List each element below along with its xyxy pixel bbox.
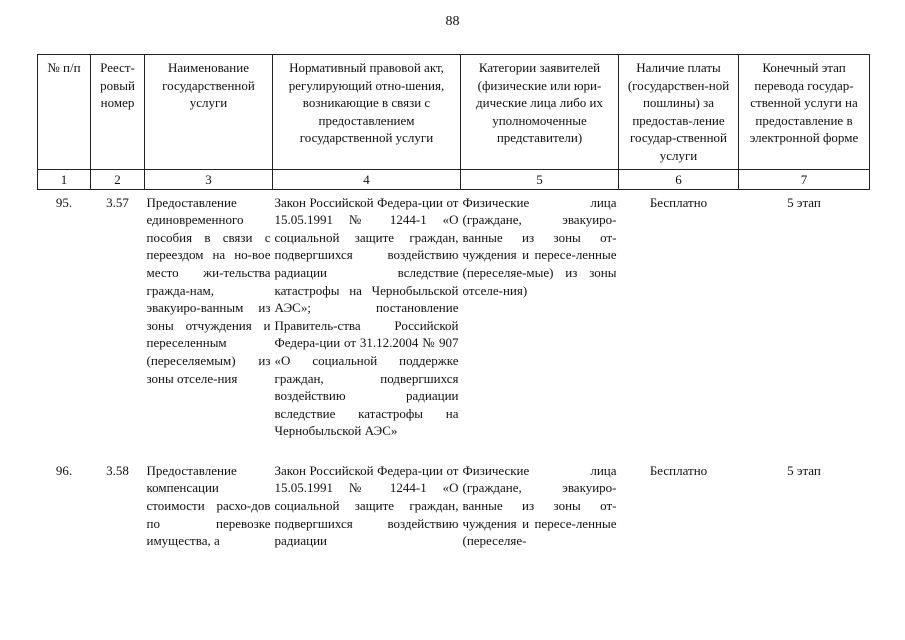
row-act: Закон Российской Федера-ции от 15.05.1991 № 1244-1 «О социальной защите граждан, подвергшихся воздействию радиации вследствие катастрофы на Чернобыльской АЭС»; постановление Правитель-ства Российской Федера-ции от 31.12.2004 № 907 «О социальной поддержке граждан, подвергшихся воздействию радиации вследствие катастрофы на Чернобыльской АЭС» (274, 194, 459, 439)
column-number: 5 (461, 169, 619, 189)
header-reg: Реест-ровый номер (91, 55, 145, 170)
column-number: 3 (145, 169, 273, 189)
row-stage: 5 этап (787, 462, 821, 478)
column-number: 4 (273, 169, 461, 189)
column-number: 1 (38, 169, 91, 189)
table-row (38, 189, 870, 442)
row-name: Предоставление единовременного пособия в связи с переездом на но-вое место жи-тельства гражда-нам, эвакуиро-ванным из зоны отчуждения и переселенным (переселяемым) из зоны отселе-ния (146, 194, 271, 386)
header-row (38, 55, 870, 170)
page-number: 88 (445, 14, 460, 29)
row-num: 95. (55, 194, 73, 210)
header-num: № п/п (38, 55, 91, 170)
row-applicants: Физические лица (граждане, эвакуиро-ванные из зоны от-чуждения и пересе-ленные (переселяе- (462, 462, 617, 549)
services-table (37, 54, 870, 552)
row-spacer (38, 442, 870, 458)
header-fee: Наличие платы (государствен-ной пошлины) за предостав-ление государ-ственной услуги (619, 55, 739, 170)
column-number: 2 (91, 169, 145, 189)
column-number: 7 (739, 169, 870, 189)
row-stage: 5 этап (787, 194, 821, 210)
row-num: 96. (55, 462, 73, 478)
row-applicants: Физические лица (граждане, эвакуиро-ванные из зоны от-чуждения и пересе-ленные (переселяе-мые) из зоны отселе-ния) (462, 194, 617, 298)
row-act: Закон Российской Федера-ции от 15.05.1991 № 1244-1 «О социальной защите граждан, подвергшихся воздействию радиации (274, 462, 459, 549)
table-row (38, 458, 870, 552)
header-stage: Конечный этап перевода государ-ственной услуги на предоставление в электронной форме (739, 55, 870, 170)
row-name: Предоставление компенсации стоимости расхо-дов по перевозке имущества, а (146, 462, 271, 549)
row-fee: Бесплатно (649, 194, 708, 210)
row-reg: 3.57 (106, 194, 129, 210)
row-fee: Бесплатно (649, 462, 708, 478)
row-reg: 3.58 (106, 462, 129, 478)
column-number: 6 (619, 169, 739, 189)
header-act: Нормативный правовой акт, регулирующий отно-шения, возникающие в связи с предоставлением государственной услуги (273, 55, 461, 170)
header-name: Наименование государственной услуги (145, 55, 273, 170)
column-number-row (38, 169, 870, 189)
header-applicants: Категории заявителей (физические или юри-дические лица либо их уполномоченные представители) (461, 55, 619, 170)
